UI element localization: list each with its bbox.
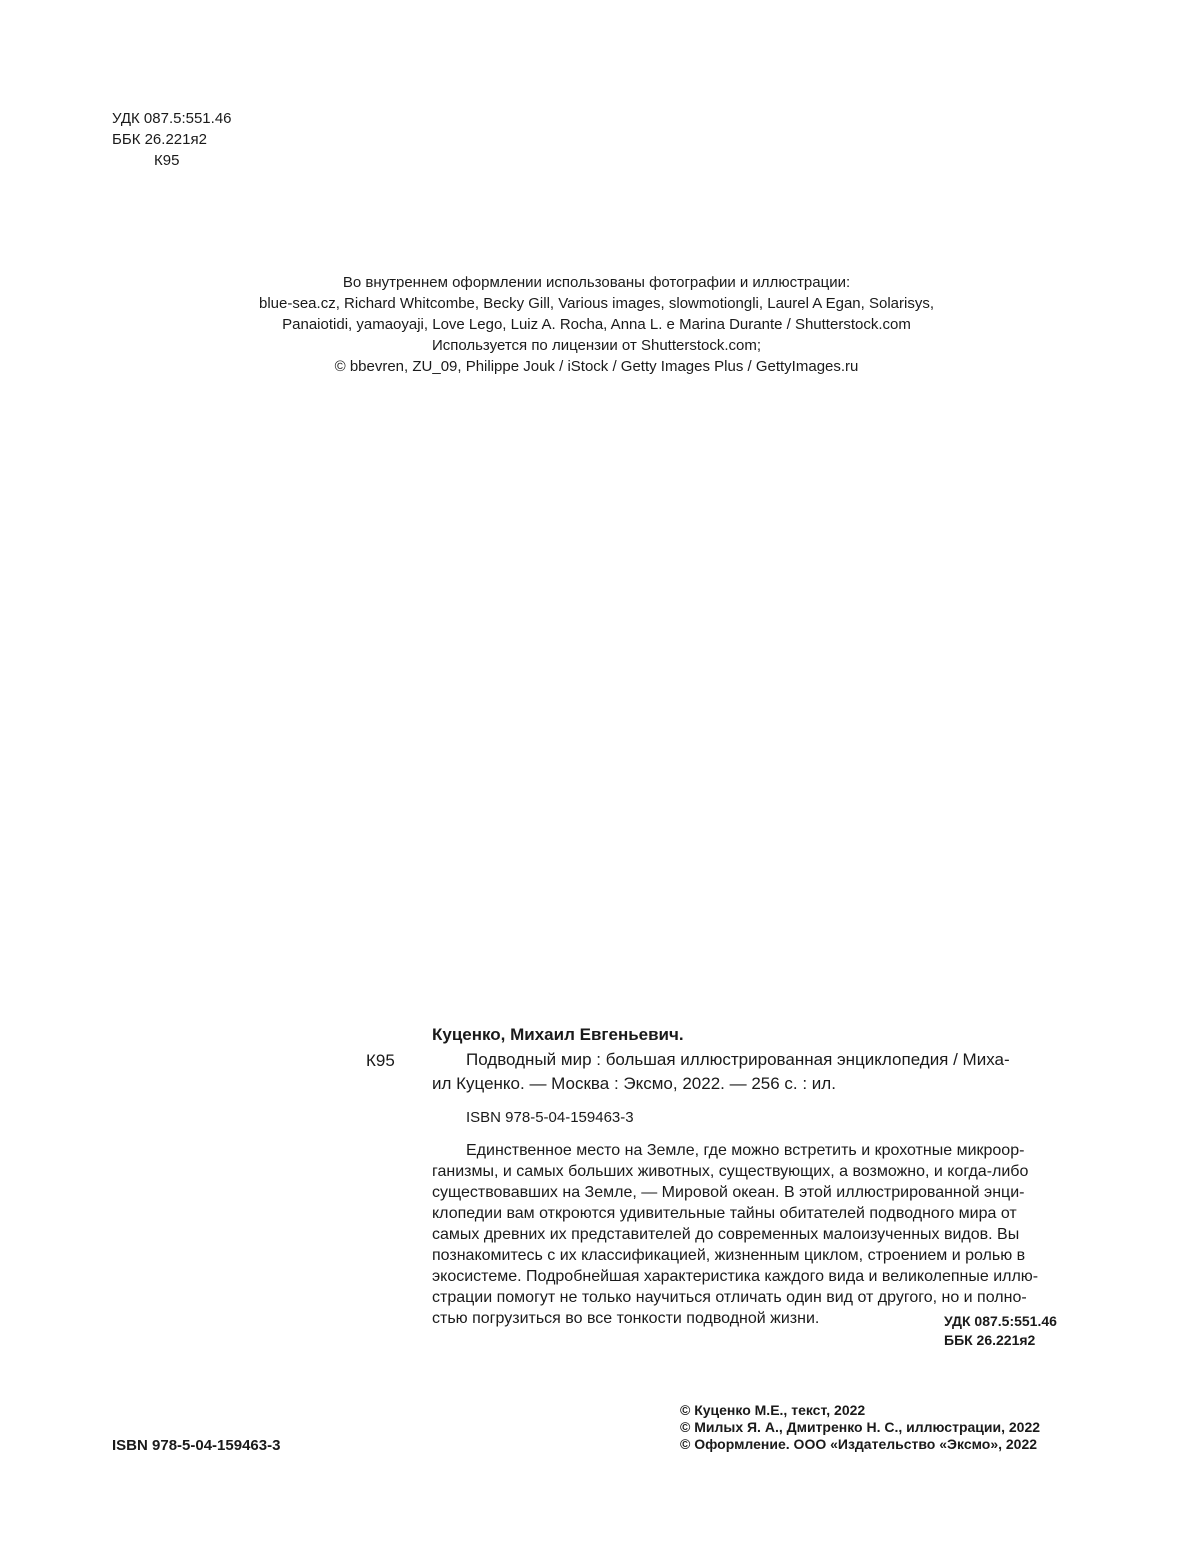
annotation-line: ганизмы, и самых больших животных, существующих, а возможно, и когда-либо	[432, 1163, 1029, 1180]
author-mark: К95	[154, 152, 180, 169]
annotation-line: Единственное место на Земле, где можно встретить и крохотные микроор-	[466, 1142, 1025, 1159]
credits-line: blue-sea.cz, Richard Whitcombe, Becky Gill, Various images, slowmotiongli, Laurel A Egan, Solarisys,	[258, 295, 934, 312]
bibliographic-author-mark: К95	[366, 1051, 395, 1070]
copyright-line: © Оформление. ООО «Издательство «Эксмо», 2022	[680, 1436, 1038, 1452]
annotation-line: стью погрузиться во все тонкости подводной жизни.	[432, 1310, 820, 1327]
annotation-line: экосистеме. Подробнейшая характеристика каждого вида и великолепные иллю-	[432, 1268, 1039, 1285]
isbn-record: ISBN 978-5-04-159463-3	[466, 1109, 634, 1126]
copyright-line: © Куценко М.Е., текст, 2022	[680, 1402, 866, 1418]
udk-code: УДК 087.5:551.46	[112, 110, 232, 127]
top-classification	[112, 108, 232, 171]
annotation-line: клопедии вам откроются удивительные тайны обитателей подводного мира от	[432, 1205, 1017, 1222]
author-heading: Куценко, Михаил Евгеньевич.	[432, 1025, 684, 1044]
annotation-line: страции помогут не только научиться отличать один вид от другого, но и полно-	[432, 1289, 1027, 1306]
credits-line: Используется по лицензии от Shutterstock.com;	[431, 337, 762, 354]
udk-code: УДК 087.5:551.46	[944, 1313, 1057, 1329]
copyright-block	[680, 1402, 1040, 1453]
title-line: ил Куценко. — Москва : Эксмо, 2022. — 256 с. : ил.	[432, 1074, 836, 1093]
isbn-bottom: ISBN 978-5-04-159463-3	[112, 1437, 281, 1454]
title-statement	[432, 1048, 1080, 1096]
credits-line: Во внутреннем оформлении использованы фотографии и иллюстрации:	[342, 274, 851, 291]
bibliographic-record	[432, 1024, 1080, 1329]
credits-line: Panaiotidi, yamaoyaji, Love Lego, Luiz A. Rocha, Anna L. e Marina Durante / Shutterstock.com	[282, 316, 911, 333]
credits-line: © bbevren, ZU_09, Philippe Jouk / iStock / Getty Images Plus / GettyImages.ru	[334, 358, 859, 375]
annotation-line: самых древних их представителей до современных малоизученных видов. Вы	[432, 1226, 1020, 1243]
title-line: Подводный мир : большая иллюстрированная энциклопедия / Миха-	[466, 1050, 1010, 1069]
image-credits	[0, 272, 1193, 377]
annotation-line: существовавших на Земле, — Мировой океан. В этой иллюстрированной энци-	[432, 1184, 1025, 1201]
bbk-code: ББК 26.221я2	[112, 131, 207, 148]
bottom-classification	[944, 1312, 1057, 1350]
annotation-line: познакомитесь с их классификацией, жизненным циклом, строением и ролью в	[432, 1247, 1026, 1264]
copyright-line: © Милых Я. А., Дмитренко Н. С., иллюстрации, 2022	[680, 1419, 1041, 1435]
annotation	[432, 1140, 1080, 1329]
bbk-code: ББК 26.221я2	[944, 1332, 1036, 1348]
